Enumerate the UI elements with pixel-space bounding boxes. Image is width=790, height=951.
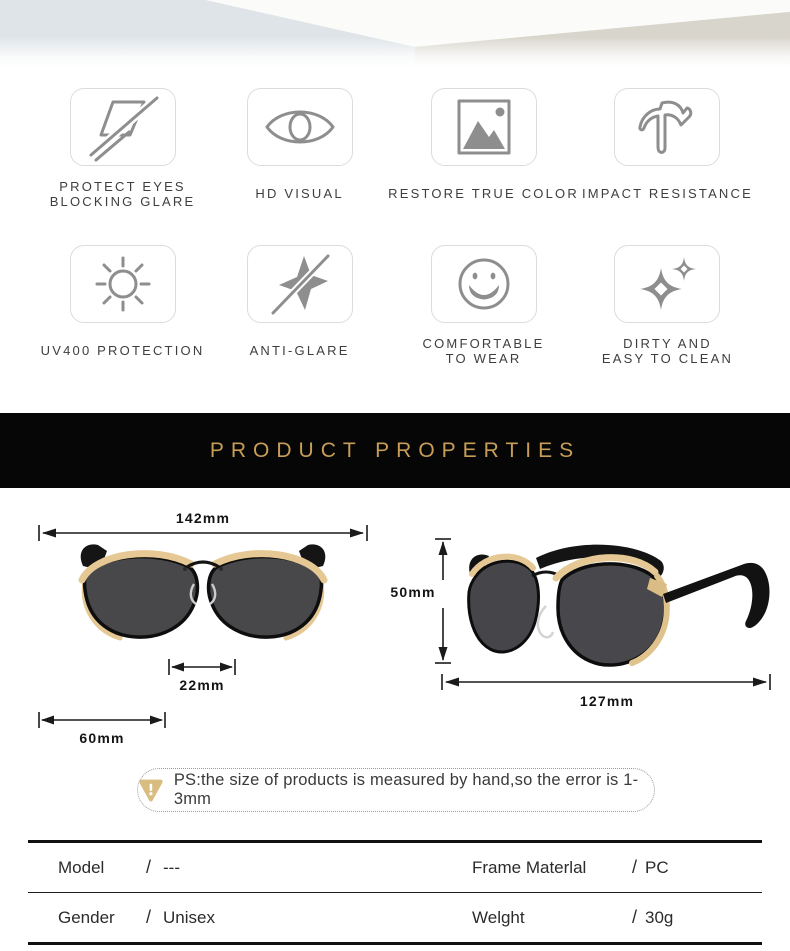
feature-hd-visual <box>211 88 388 209</box>
feature-comfortable <box>388 245 579 366</box>
eye-icon <box>248 88 352 166</box>
table-row <box>28 893 762 942</box>
dimensions-section <box>0 488 790 838</box>
slash-separator: / <box>632 907 638 927</box>
spec-label-frame-material: Frame Materlal <box>472 857 587 877</box>
hammer-icon <box>615 88 719 166</box>
feature-label: EASY TO CLEAN <box>601 350 734 366</box>
spec-value-gender: Unisex <box>163 907 215 927</box>
hero-fade <box>0 0 790 70</box>
feature-grid <box>0 70 790 413</box>
dim-label-temple-length: 127mm <box>579 693 635 709</box>
hero-photo-strip <box>0 0 790 70</box>
dim-label-lens-width: 60mm <box>79 730 125 746</box>
slash-separator: / <box>146 857 152 877</box>
feature-easy-clean <box>579 245 756 366</box>
feature-label: BLOCKING GLARE <box>49 193 196 209</box>
dim-arrow-50mm <box>435 538 451 664</box>
dim-label-bridge: 22mm <box>179 677 225 693</box>
sun-icon <box>71 245 175 323</box>
slash-separator: / <box>146 907 152 927</box>
feature-label: RESTORE TRUE COLOR <box>388 186 579 201</box>
picture-icon <box>432 88 536 166</box>
feature-impact-resistance <box>579 88 756 209</box>
spec-value-frame-material: PC <box>645 857 669 877</box>
spec-table <box>28 840 762 945</box>
spec-label-model: Model <box>58 857 105 877</box>
dim-arrow-127mm <box>441 674 771 690</box>
feature-label: PROTECT EYES <box>59 178 186 194</box>
slash-separator: / <box>632 857 638 877</box>
smile-icon <box>432 245 536 323</box>
feature-blocking-glare <box>34 88 211 209</box>
dim-arrow-60mm <box>38 712 166 728</box>
spec-label-weight: Welght <box>472 907 525 927</box>
warning-triangle-icon <box>138 778 164 803</box>
sunglasses-front-view <box>73 538 333 644</box>
feature-label: IMPACT RESISTANCE <box>581 186 753 201</box>
feature-uv400 <box>34 245 211 366</box>
feature-label: TO WEAR <box>445 350 522 366</box>
spec-section <box>0 838 790 951</box>
feature-label: DIRTY AND <box>623 335 712 351</box>
table-row <box>28 843 762 893</box>
note-text: PS:the size of products is measured by hand,so the error is 1-3mm <box>173 771 639 808</box>
feature-label: COMFORTABLE <box>422 335 545 351</box>
sparkles-icon <box>615 245 719 323</box>
blocking-glare-icon <box>71 88 175 166</box>
anti-glare-icon <box>248 245 352 323</box>
banner-title: PRODUCT PROPERTIES <box>209 438 581 462</box>
dim-arrow-142mm <box>38 525 368 541</box>
dim-label-lens-height: 50mm <box>390 584 436 600</box>
sunglasses-side-view <box>450 528 780 668</box>
feature-restore-color <box>388 88 579 209</box>
feature-anti-glare <box>211 245 388 366</box>
feature-label: ANTI-GLARE <box>249 343 350 358</box>
feature-label: UV400 PROTECTION <box>40 343 205 358</box>
spec-value-weight: 30g <box>645 907 674 927</box>
dim-arrow-22mm <box>168 659 236 675</box>
measurement-note <box>137 768 655 812</box>
feature-label: HD VISUAL <box>255 186 344 201</box>
spec-value-model: --- <box>163 857 180 877</box>
spec-label-gender: Gender <box>58 907 115 927</box>
section-banner <box>0 413 790 488</box>
dim-label-front-width: 142mm <box>175 510 231 526</box>
